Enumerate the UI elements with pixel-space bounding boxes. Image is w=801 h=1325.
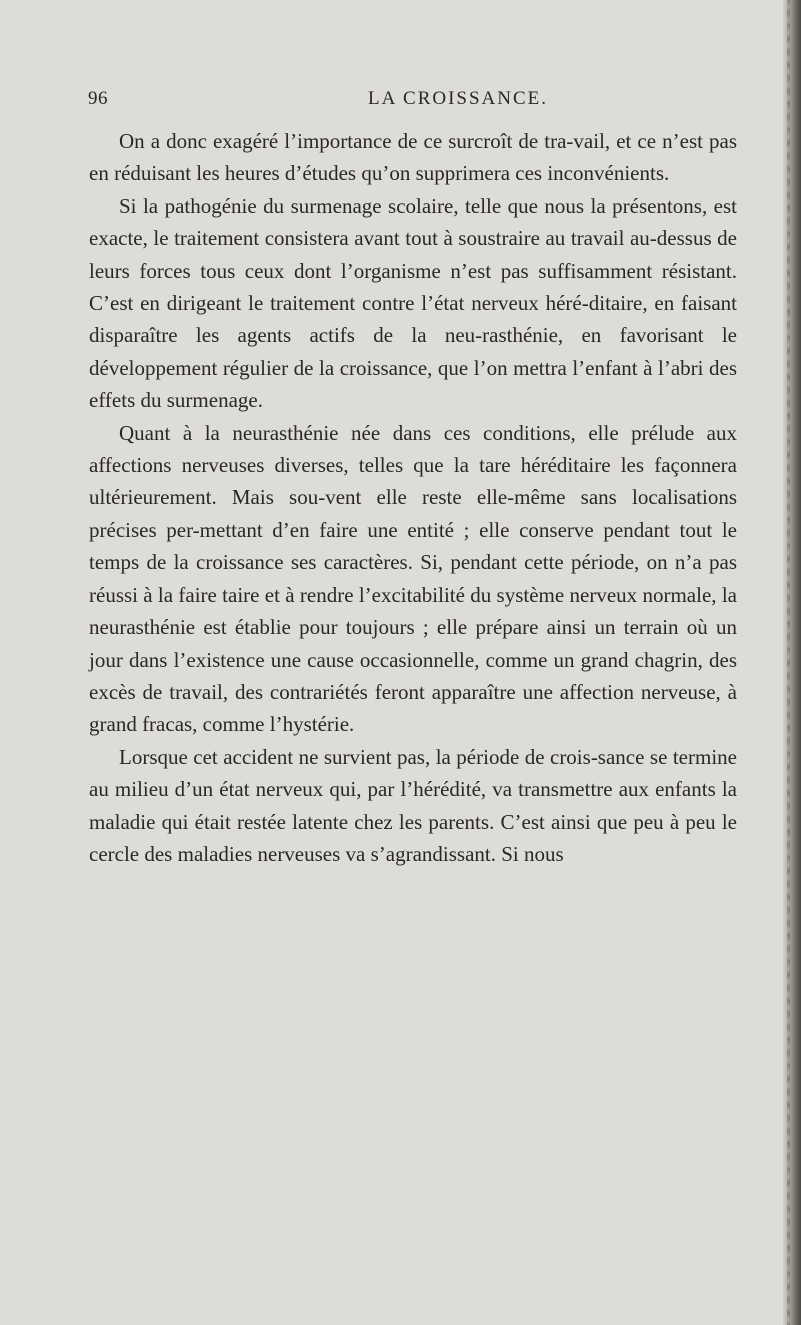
body-text [89, 125, 737, 870]
page-header [88, 88, 738, 112]
paragraph-1: On a donc exagéré l’importance de ce surcroît de tra-vail, et ce n’est pas en réduisant les heures d’études qu’on supprimera ces inconvénients. [89, 129, 737, 186]
paragraph-4: Lorsque cet accident ne survient pas, la période de crois-sance se termine au milieu d’un état nerveux qui, par l’hérédité, va transmettre aux enfants la maladie qui était restée latente chez les parents. C’est ainsi que peu à peu le cercle des maladies nerveuses va s’agrandissant. Si nous [89, 744, 737, 866]
paragraph-2: Si la pathogénie du surmenage scolaire, telle que nous la présentons, est exacte, le traitement consistera avant tout à soustraire au travail au-dessus de leurs forces tous ceux dont l’organisme n’est pas suffisamment résistant. C’est en dirigeant le traitement contre l’état nerveux héré-ditaire, en faisant disparaître les agents actifs de la neu-rasthénie, en favorisant le développement régulier de la croissance, que l’on mettra l’enfant à l’abri des effets du surmenage. [89, 193, 737, 413]
page-number: 96 [88, 88, 108, 109]
running-title: LA CROISSANCE. [368, 88, 549, 109]
scan-page-edge [783, 0, 801, 1325]
paragraph-3: Quant à la neurasthénie née dans ces conditions, elle prélude aux affections nerveuses diverses, telles que la tare héréditaire les façonnera ultérieurement. Mais sou-vent elle reste elle-même sans localisations précises per-mettant d’en faire une entité ; elle conserve pendant tout le temps de la croissance ses caractères. Si, pendant cette période, on n’a pas réussi à la faire taire et à rendre l’excitabilité du système nerveux normale, la neurasthénie est établie pour toujours ; elle prépare ainsi un terrain où un jour dans l’existence une cause occasionnelle, comme un grand chagrin, des excès de travail, des contrariétés feront apparaître une affection nerveuse, à grand fracas, comme l’hystérie. [89, 420, 737, 737]
